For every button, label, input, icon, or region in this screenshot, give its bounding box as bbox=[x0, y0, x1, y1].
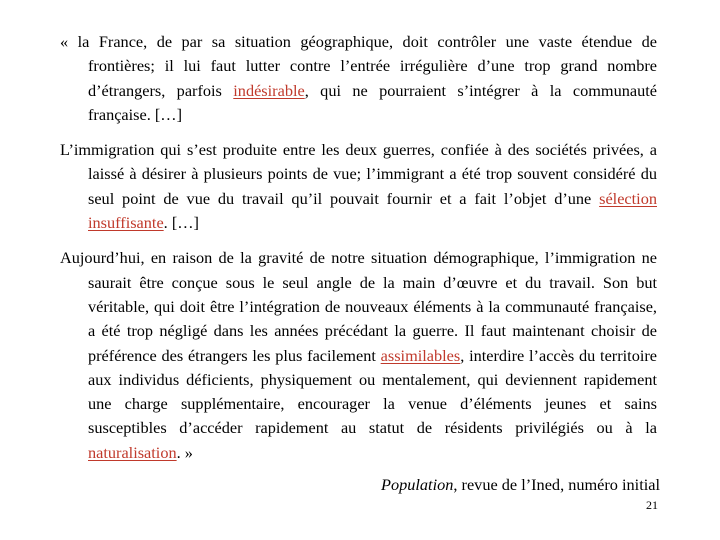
source-rest: , revue de l’Ined, numéro initial bbox=[453, 475, 660, 494]
highlight-indesirable: indésirable bbox=[233, 80, 305, 100]
paragraph-1-part-3: , qui ne pourraient s’intégrer à la communauté française. […] bbox=[88, 80, 657, 124]
highlight-assimilables: assimilables bbox=[380, 345, 461, 365]
highlight-naturalisation: naturalisation bbox=[88, 442, 177, 462]
paragraph-2 bbox=[60, 138, 657, 235]
paragraph-1 bbox=[60, 30, 657, 127]
paragraph-3-part-1: Aujourd’hui, en raison de la gravité de notre situation démographique, l’immigration ne saurait être conçue sous le seul angle de la main d’œuvre et du travail. Son but véritable, qui doit être l’intégration de nouveaux éléments à la communauté française, a été trop négligé dans les années précédant la guerre. Il faut maintenant choisir de préférence des étrangers les plus facilement bbox=[60, 248, 657, 365]
highlight-selection-insuffisante: sélection insuffisante bbox=[88, 188, 657, 233]
source-citation bbox=[381, 475, 660, 495]
paragraph-2-part-1: L’immigration qui s’est produite entre les deux guerres, confiée à des sociétés privées, a laissé à désirer à plusieurs points de vue; l’immigrant a été trop souvent considéré du seul point de vue du travail qu’il pouvait fournir et a fait l’objet d’une bbox=[60, 140, 657, 208]
paragraph-2-part-3: . […] bbox=[163, 213, 199, 233]
paragraph-3-part-5: . » bbox=[176, 442, 193, 462]
paragraph-3-part-3: , interdire l’accès du territoire aux individus déficients, physiquement ou mentalement, qui deviennent rapidement une charge supplémentaire, encourager la venue d’éléments jeunes et sains susceptibles d’accéder rapidement au statut de résidents privilégiés ou à la bbox=[88, 345, 658, 438]
page-number: 21 bbox=[646, 498, 658, 512]
source-title: Population bbox=[381, 475, 454, 494]
paragraph-1-part-1: « la France, de par sa situation géographique, doit contrôler une vaste étendue de frontières; il lui faut lutter contre l’entrée irrégulière d’une trop grand nombre d’étrangers, parfois bbox=[60, 32, 657, 100]
paragraph-3 bbox=[60, 246, 657, 465]
quote-body bbox=[60, 30, 657, 476]
